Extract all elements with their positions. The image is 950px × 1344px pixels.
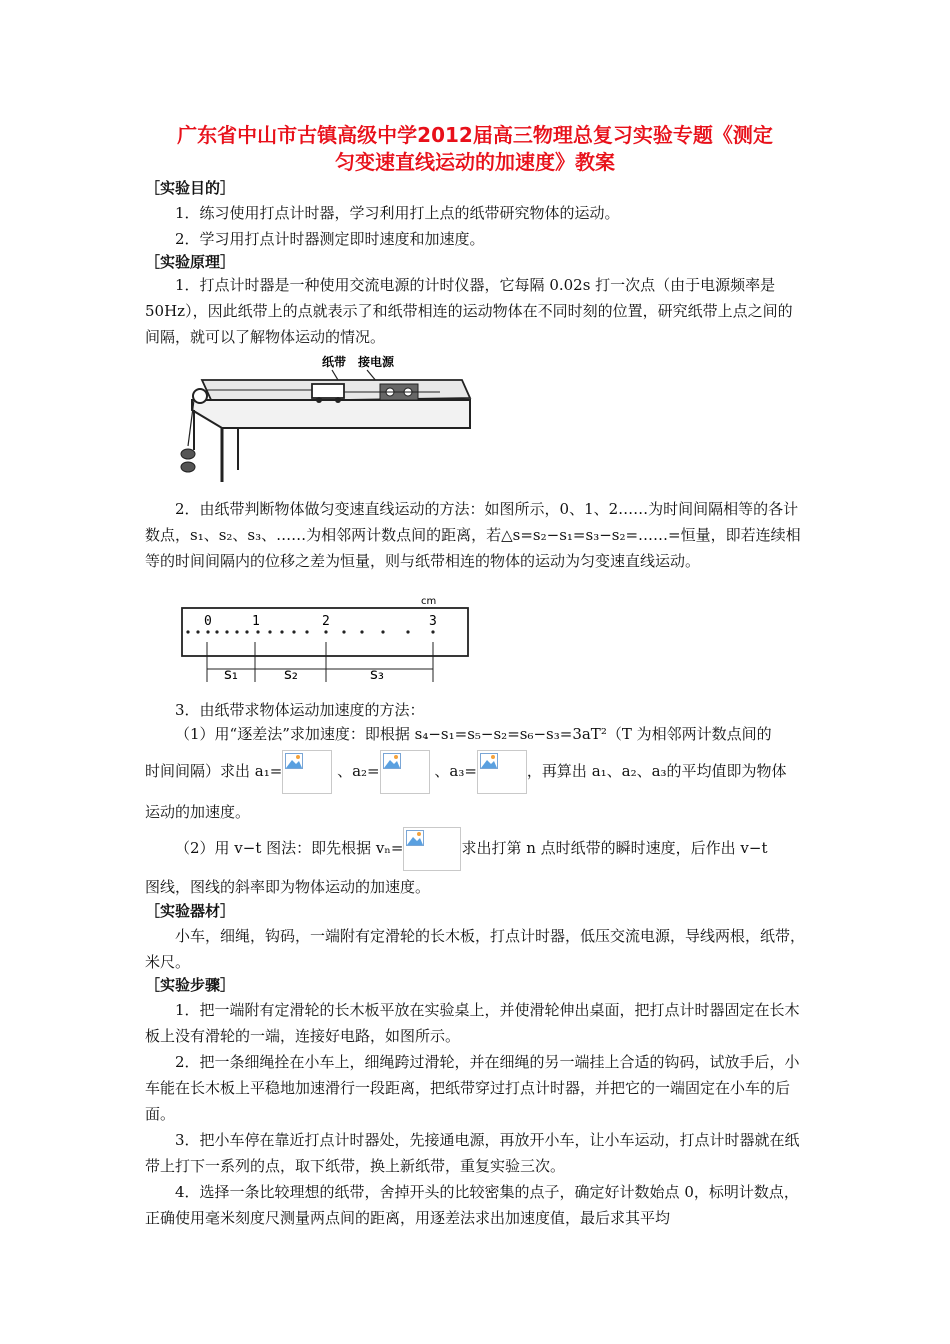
distance-label-s2: s₂ [284, 665, 298, 683]
method-2-text-pre: （2）用 v−t 图法：即先根据 vₙ= [175, 839, 404, 857]
broken-image-icon [406, 830, 424, 846]
step-1: 1．把一端附有定滑轮的长木板平放在实验桌上，并使滑轮伸出桌面，把打点计时器固定在长木板上没有滑轮的一端，连接好电路，如图所示。 [145, 1001, 800, 1045]
method-1-text-a3: 、a₃= [434, 762, 477, 780]
method-2-line-a [145, 825, 805, 871]
apparatus-drawing [172, 350, 472, 490]
step-3: 3．把小车停在靠近打点计时器处，先接通电源，再放开小车，让小车运动，打点计时器就在纸带上打下一系列的点，取下纸带，换上新纸带，重复实验三次。 [145, 1131, 800, 1175]
distance-label-s3: s₃ [370, 665, 384, 683]
apparatus-figure [172, 350, 472, 494]
method-2-line-b: 图线，图线的斜率即为物体运动的加速度。 [145, 878, 431, 896]
method-1-line-b [145, 748, 805, 794]
formula-image-a1 [282, 750, 332, 794]
tape-drawing [180, 592, 470, 687]
formula-image-vn [403, 827, 461, 871]
formula-image-a2 [380, 750, 430, 794]
title-line-1: 广东省中山市古镇高级中学2012届高三物理总复习实验专题《测定 [177, 123, 773, 147]
formula-image-a3 [477, 750, 527, 794]
document-title [145, 122, 805, 176]
broken-image-icon [285, 753, 303, 769]
count-point-label-1: 1 [252, 614, 260, 629]
principle-paragraph-3: 3．由纸带求物体运动加速度的方法： [175, 701, 425, 719]
principle-paragraph-2: 2．由纸带判断物体做匀变速直线运动的方法：如图所示，0、1、2……为时间间隔相等的各计数点，s₁、s₂、s₃、……为相邻两计数点间的距离，若△s=s₂−s₁=s₃−s₂=……=恒量，即若连续相等的时间间隔内的位移之差为恒量，则与纸带相连的物体的运动为匀变速直线运动。 [145, 500, 801, 570]
section-header-steps: ［实验步骤］ [145, 976, 236, 994]
step-2: 2．把一条细绳拴在小车上，细绳跨过滑轮，并在细绳的另一端挂上合适的钩码，试放手后，小车能在长木板上平稳地加速滑行一段距离，把纸带穿过打点计时器，并把它的一端固定在小车的后面。 [145, 1053, 800, 1123]
principle-paragraph-1: 1．打点计时器是一种使用交流电源的计时仪器，它每隔 0.02s 打一次点（由于电源频率是 50Hz），因此纸带上的点就表示了和纸带相连的运动物体在不同时刻的位置，研究纸带上点之间的间隔，就可以了解物体运动的情况。 [145, 276, 793, 346]
broken-image-icon [480, 753, 498, 769]
method-1-text-a2: 、a₂= [337, 762, 380, 780]
section-header-materials: ［实验器材］ [145, 902, 236, 920]
broken-image-icon [383, 753, 401, 769]
label-tape: 纸带 [322, 355, 347, 369]
distance-label-s1: s₁ [224, 665, 238, 683]
step-4: 4．选择一条比较理想的纸带，舍掉开头的比较密集的点子，确定好计数始点 0，标明计数点，正确使用毫米刻度尺测量两点间的距离，用逐差法求出加速度值，最后求其平均 [145, 1183, 799, 1227]
title-line-2: 匀变速直线运动的加速度》教案 [335, 150, 615, 174]
tape-figure [180, 592, 470, 691]
section-header-purpose: ［实验目的］ [145, 179, 236, 197]
count-point-label-3: 3 [429, 614, 437, 629]
count-point-label-0: 0 [204, 614, 212, 629]
count-point-label-2: 2 [322, 614, 330, 629]
purpose-item-2: 2．学习用打点计时器测定即时速度和加速度。 [175, 230, 485, 248]
section-header-principle: ［实验原理］ [145, 253, 236, 271]
purpose-item-1: 1．练习使用打点计时器，学习利用打上点的纸带研究物体的运动。 [175, 204, 620, 222]
tape-unit-label: cm [421, 596, 437, 607]
method-1-line-c: 运动的加速度。 [145, 803, 251, 821]
method-1-text-a1: 时间间隔）求出 a₁= [145, 762, 283, 780]
materials-paragraph: 小车，细绳，钩码，一端附有定滑轮的长木板，打点计时器，低压交流电源，导线两根，纸带，米尺。 [145, 927, 806, 971]
method-1-line-a: （1）用“逐差法”求加速度：即根据 s₄−s₁=s₅−s₂=s₆−s₃=3aT²（T 为相邻两计数点间的 [175, 725, 772, 743]
label-power: 接电源 [358, 355, 395, 369]
method-1-text-post: ，再算出 a₁、a₂、a₃的平均值即为物体 [526, 762, 787, 780]
method-2-text-post: 求出打第 n 点时纸带的瞬时速度，后作出 v−t [461, 839, 768, 857]
